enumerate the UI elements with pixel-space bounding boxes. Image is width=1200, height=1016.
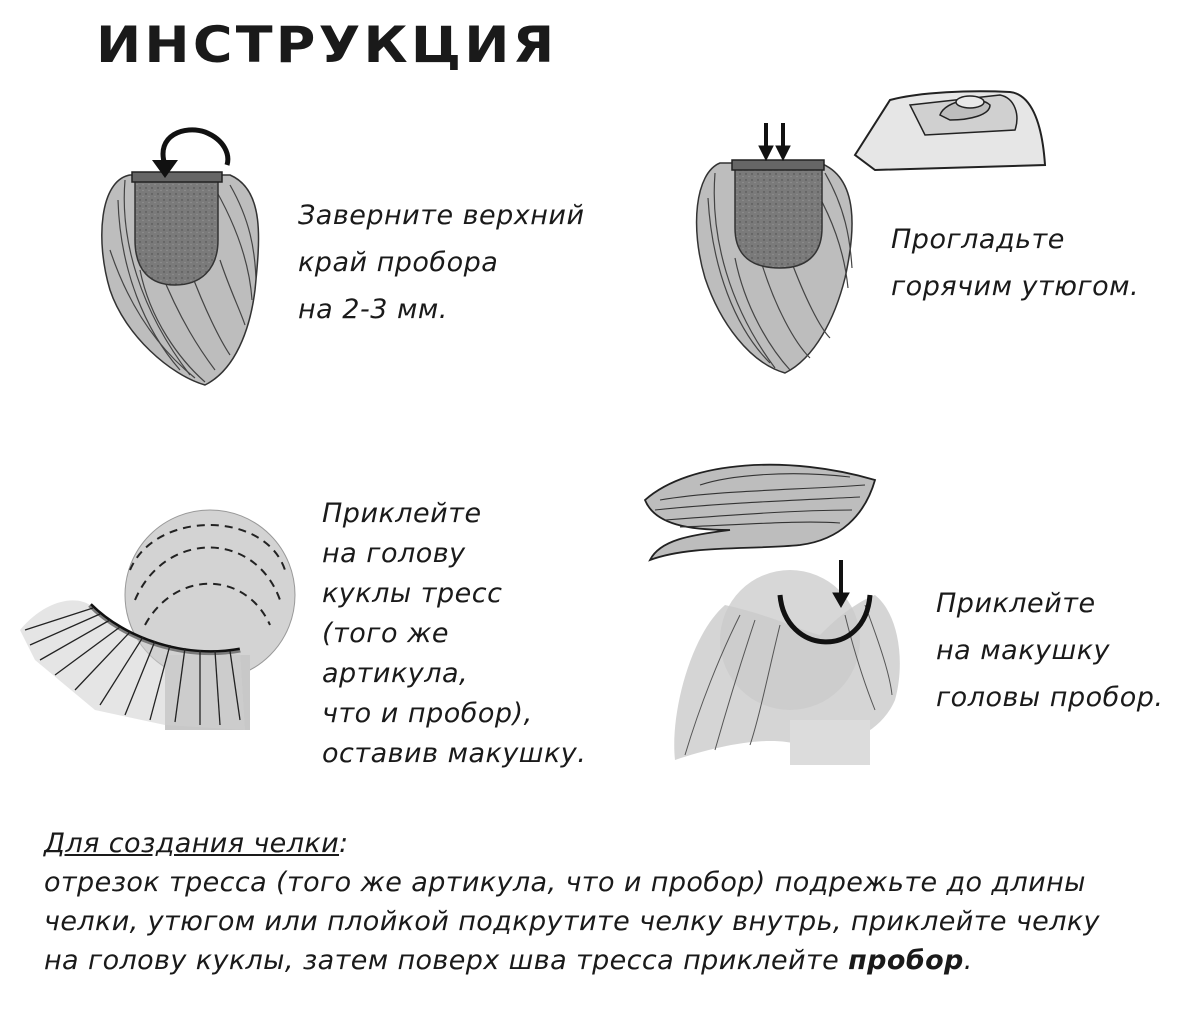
step1-line: Заверните верхний [298,200,585,231]
bangs-instructions [44,824,1100,980]
step2-illustration [690,118,860,383]
part-piece [735,166,822,268]
step1-line: край пробора [298,247,499,278]
part-strand [645,465,875,560]
step3-line: оставив макушку. [322,738,587,769]
step3-illustration [15,510,315,740]
step4-text [936,580,1164,721]
step4-line: на макушку [936,635,1110,666]
part-edge [132,172,222,182]
step2-line: горячим утюгом. [891,271,1140,302]
bangs-line: на голову куклы, затем поверх шва тресса приклейте [44,945,849,976]
step1-line: на 2-3 мм. [298,294,448,325]
step3-line: что и пробор), [322,698,533,729]
fold-arrow-icon [163,130,228,165]
bangs-heading-colon: : [339,828,349,859]
part-edge [732,160,824,170]
bangs-heading: Для создания челки [44,828,340,859]
step4-line: головы пробор. [936,682,1164,713]
step4-line: Приклейте [936,588,1096,619]
step4-illustration [630,455,920,775]
step3-line: Приклейте [322,498,482,529]
bangs-line: челки, утюгом или плойкой подкрутите челку внутрь, приклейте челку [44,906,1100,937]
step3-line: артикула, [322,658,469,689]
step2-line: Прогладьте [891,224,1065,255]
step1-text [298,192,585,333]
step3-line: куклы тресс [322,578,503,609]
iron-icon [850,80,1050,175]
bangs-line-end: . [963,945,973,976]
press-arrows-icon [759,123,790,160]
bangs-bold-word: пробор [848,945,964,976]
step3-text [322,494,586,774]
step3-line: на голову [322,538,466,569]
part-piece [135,180,218,285]
step3-line: (того же [322,618,450,649]
page-title: ИНСТРУКЦИЯ [96,16,558,74]
bangs-line: отрезок тресса (того же артикула, что и пробор) подрежьте до длины [44,867,1086,898]
step2-text [891,216,1139,310]
